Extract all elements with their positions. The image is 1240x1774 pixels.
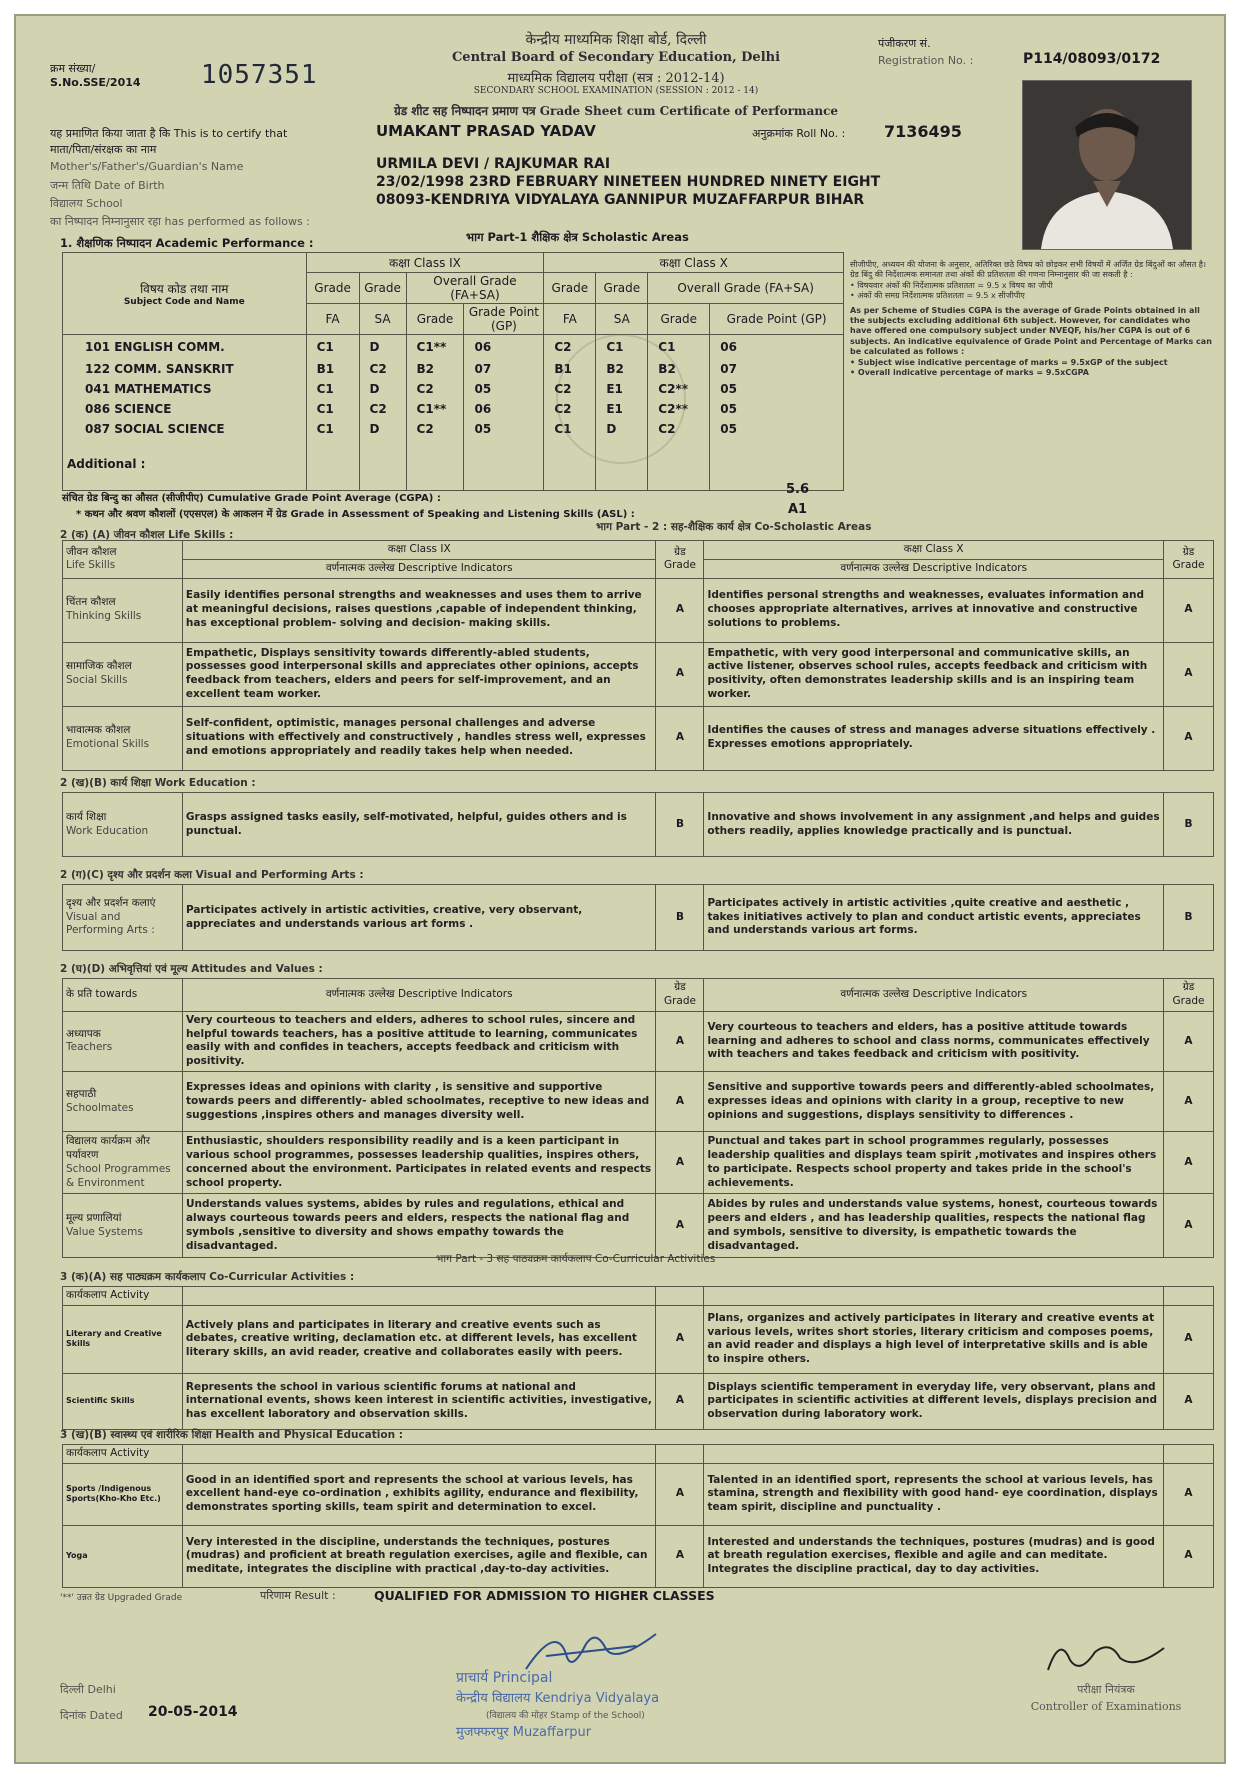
class10-cell: C2 (544, 379, 596, 399)
parent-label-en: Mother's/Father's/Guardian's Name (50, 160, 244, 173)
class10-grade: A (1164, 1194, 1214, 1258)
cca-activity-header (63, 1287, 183, 1306)
att-grade9-header (656, 979, 704, 1012)
certificate-title: ग्रेड शीट सह निष्पादन प्रमाण पत्र Grade Sheet cum Certificate of Performance (393, 104, 839, 118)
att-desc10-header: वर्णनात्मक उल्लेख Descriptive Indicators (704, 979, 1164, 1012)
life-skills-table (62, 540, 1214, 771)
cgpa-note-hi-bullet2: • अंकों की समग्र निर्देशात्मक प्रतिशतता = 9.5 x सीजीपीए (850, 291, 1025, 301)
subject-row (63, 359, 844, 379)
class10-descriptor: Empathetic, with very good interpersonal and communicative skills, an active listener, observes school rules, accepts feedback and criticism with positivity, often demonstrates leadership skills and is an inspiring team worker. (704, 642, 1164, 706)
date-of-birth: 23/02/1998 23RD FEBRUARY NINETEEN HUNDRED NINETY EIGHT (376, 174, 881, 190)
class9-cell: C1** (406, 399, 464, 419)
class10-grade: B (1164, 793, 1214, 857)
health-activity-hi: कार्यकलाप (66, 1447, 107, 1459)
academic-rows (63, 335, 844, 439)
registration-label-hi: पंजीकरण सं. (878, 37, 931, 50)
c10-sa-head: SA (596, 304, 648, 335)
class9-cell: C2 (406, 419, 464, 439)
row-label-hi: दृश्य और प्रदर्शन कलाएं (66, 896, 156, 909)
part1-title: भाग Part-1 शैक्षिक क्षेत्र Scholastic Areas (466, 230, 689, 244)
row-label-hi: सहपाठी (66, 1087, 97, 1100)
row-label-en: Visual and Performing Arts : (66, 910, 155, 937)
class9-descriptor: Understands values systems, abides by rules and regulations, ethical and always courteous towards peers and elders, respects the national flag and symbols ,sensitive to diversity and shows empathy towards the disadvantaged. (182, 1194, 656, 1258)
place-label (60, 1682, 116, 1697)
parent-name: URMILA DEVI / RAJKUMAR RAI (376, 156, 611, 172)
class9-descriptor: Grasps assigned tasks easily, self-motivated, helpful, guides others and is punctual. (182, 793, 656, 857)
row-label-hi: चिंतन कौशल (66, 596, 116, 609)
row-label (63, 885, 183, 951)
class9-grade: A (656, 642, 704, 706)
class9-grade: B (656, 793, 704, 857)
controller-label-hi: परीक्षा नियंत्रक (1077, 1683, 1135, 1696)
subject-row (63, 335, 844, 359)
result-label: परिणाम Result : (260, 1589, 336, 1602)
health-activity-en: Activity (110, 1447, 150, 1459)
cgpa-note-en-bullet1: • Subject wise indicative percentage of marks = 9.5xGP of the subject (850, 357, 1168, 367)
class9-grade: A (656, 1194, 704, 1258)
class10-grade: A (1164, 1305, 1214, 1373)
class9-cell: C1** (406, 335, 464, 359)
class10-descriptor: Plans, organizes and actively participates in literary and creative events at various levels, writes short stories, literary criticism and composes poems, an avid reader and displays a high level of interpretative skills and is able to inspire others. (704, 1305, 1164, 1373)
serial-label-hi: क्रम संख्या/ (50, 62, 96, 75)
life-skills-rows (63, 578, 1214, 770)
c9-grade-head: Grade (406, 304, 464, 335)
result-value: QUALIFIED FOR ADMISSION TO HIGHER CLASSES (374, 1588, 715, 1603)
subject-col-hi: विषय कोड तथा नाम (140, 282, 229, 296)
class10-cell: 05 (710, 419, 844, 439)
subject-name: 087 SOCIAL SCIENCE (63, 419, 307, 439)
class10-cell: E1 (596, 379, 648, 399)
class9-grade: A (656, 1373, 704, 1429)
att-desc9-header: वर्णनात्मक उल्लेख Descriptive Indicators (182, 979, 656, 1012)
student-photo (1022, 80, 1192, 250)
cca-activity-hi: कार्यकलाप (66, 1289, 107, 1301)
date-value: 20-05-2014 (148, 1704, 238, 1720)
work-education-rows (63, 793, 1214, 857)
board-name-english: Central Board of Secondary Education, Delhi (451, 50, 781, 65)
attitudes-title: 2 (घ)(D) अभिवृत्तियां एवं मूल्य Attitudes and Values : (60, 963, 323, 975)
class10-descriptor: Interested and understands the techniques, postures (mudras) and is good at breath regulation exercises, flexible and agile and can meditate. Integrates the discipline practical, day to day activities. (704, 1525, 1164, 1587)
row-label-hi: भावात्मक कौशल (66, 724, 131, 737)
class9-cell: C2 (359, 399, 406, 419)
certify-label: यह प्रमाणित किया जाता है कि This is to certify that (50, 127, 288, 140)
class10-cell: B2 (596, 359, 648, 379)
class10-descriptor: Very courteous to teachers and elders, has a positive attitude towards learning and adheres to school and class norms, communicates effectively with teachers and takes feedback and criticism with positivity. (704, 1011, 1164, 1071)
cgpa-note-en-bullet2: • Overall indicative percentage of marks = 9.5xCGPA (850, 367, 1089, 377)
class10-cell: C1 (596, 335, 648, 359)
row-label (63, 793, 183, 857)
c9-fa-head: FA (306, 304, 359, 335)
class10-cell: C2** (648, 379, 710, 399)
class9-cell: C1 (306, 419, 359, 439)
class10-grade: A (1164, 1072, 1214, 1132)
att-grade10-en: Grade (1172, 994, 1205, 1007)
ls-grade9-en: Grade (663, 559, 696, 572)
cca-activity-en: Activity (110, 1289, 150, 1301)
cgpa-note-hi-bullet1: • विषयवार अंकों की निर्देशात्मक प्रतिशतता = 9.5 x विषय का जीपी (850, 280, 1053, 290)
registration-label-en: Registration No. : (878, 54, 974, 67)
descriptor-row (63, 1373, 1214, 1429)
row-label-text: Sports /Indigenous Sports(Kho-Kho Etc.) (66, 1483, 161, 1504)
academic-section-title: 1. शैक्षणिक निष्पादन Academic Performance : (60, 236, 314, 250)
class9-cell: C2 (406, 379, 464, 399)
descriptor-row (63, 642, 1214, 706)
work-education-title: 2 (ख)(B) कार्य शिक्षा Work Education : (60, 777, 256, 789)
class10-cell: 05 (710, 399, 844, 419)
class10-cell: B2 (648, 359, 710, 379)
row-label (63, 1194, 183, 1258)
class9-grade: A (656, 1525, 704, 1587)
class9-descriptor: Self-confident, optimistic, manages personal challenges and adverse situations with effectively and constructively , handles stress well, expresses and emotions appropriately and readily takes help when needed. (182, 706, 656, 770)
part2-title: भाग Part - 2 : सह-शैक्षिक कार्य क्षेत्र Co-Scholastic Areas (596, 521, 872, 533)
row-label (63, 1132, 183, 1194)
attitudes-table (62, 978, 1214, 1258)
stamp-en: Kendriya Vidyalaya (534, 1691, 660, 1706)
class9-grade: A (656, 578, 704, 642)
class9-grade: A (656, 1011, 704, 1071)
work-education-table (62, 792, 1214, 857)
class10-grade: A (1164, 1463, 1214, 1525)
class10-descriptor: Innovative and shows involvement in any assignment ,and helps and guides others readily, applies knowledge practically and is punctual. (704, 793, 1164, 857)
class9-descriptor: Actively plans and participates in literary and creative events such as debates, creative writing, declamation etc. at different levels, has excellent literary skills, an avid reader, creative and collaborates easily with peers. (182, 1305, 656, 1373)
row-label (63, 1011, 183, 1071)
serial-label-en: S.No.SSE/2014 (50, 76, 141, 89)
class9-cell: 06 (464, 399, 544, 419)
class10-grade: A (1163, 642, 1213, 706)
class10-descriptor: Displays scientific temperament in everyday life, very observant, plans and participates in scientific activities at different levels, displays precision and observation during laboratory work. (704, 1373, 1164, 1429)
class9-descriptor: Represents the school in various scientific forums at national and international events, shows keen interest in scientific activities, investigative, has excellent laboratory and observation skills. (182, 1373, 656, 1429)
class10-cell: E1 (596, 399, 648, 419)
subject-column-header (63, 253, 307, 335)
exam-name-english: SECONDARY SCHOOL EXAMINATION (SESSION : 2012 - 14) (473, 86, 759, 96)
class9-grade: A (656, 706, 704, 770)
controller-signature-icon (1040, 1630, 1170, 1680)
cca-title: 3 (क)(A) सह पाठ्यक्रम कार्यकलाप Co-Curricular Activities : (60, 1271, 355, 1283)
school-stamp (456, 1688, 659, 1706)
class9-cell: D (359, 335, 406, 359)
row-label (63, 1305, 183, 1373)
row-label-hi: अध्यापक (66, 1027, 101, 1040)
subject-name: 122 COMM. SANSKRIT (63, 359, 307, 379)
class10-descriptor: Identifies the causes of stress and manages adverse situations effectively . Expresses emotions appropriately. (704, 706, 1164, 770)
att-grade9-hi: ग्रेड (674, 981, 686, 993)
registration-number: P114/08093/0172 (1023, 51, 1161, 67)
class10-header: कक्षा Class X (544, 253, 844, 273)
upgraded-grade-note: '**' उन्नत ग्रेड Upgraded Grade (60, 1593, 183, 1603)
class10-grade: A (1164, 1011, 1214, 1071)
board-name-hindi: केन्द्रीय माध्यमिक शिक्षा बोर्ड, दिल्ली (525, 32, 707, 48)
health-title: 3 (ख)(B) स्वास्थ्य एवं शारीरिक शिक्षा Health and Physical Education : (60, 1429, 403, 1441)
descriptor-row (63, 1132, 1214, 1194)
class9-cell: 05 (464, 379, 544, 399)
subject-row (63, 419, 844, 439)
roll-label: अनुक्रमांक Roll No. : (752, 127, 846, 140)
subject-name: 041 MATHEMATICS (63, 379, 307, 399)
academic-table (62, 252, 844, 491)
class9-cell: C1 (306, 379, 359, 399)
dated-label: दिनांक Dated (60, 1709, 123, 1722)
c10-grade-head: Grade (648, 304, 710, 335)
c10-overall-head: Overall Grade (FA+SA) (648, 273, 844, 304)
class9-grade: A (656, 1463, 704, 1525)
row-label-text: Scientific Skills (66, 1396, 135, 1406)
att-grade9-en: Grade (663, 994, 696, 1007)
descriptor-row (63, 706, 1214, 770)
board-seal-watermark (556, 334, 686, 464)
ls-desc9-header: वर्णनात्मक उल्लेख Descriptive Indicators (182, 559, 656, 578)
health-rows (63, 1463, 1214, 1587)
ls-class9-header: कक्षा Class IX (182, 541, 656, 560)
class9-descriptor: Expresses ideas and opinions with clarity , is sensitive and supportive towards peers and differently- abled schoolmates, receptive to new ideas and suggestions ,inspires others and manages diversity well. (182, 1072, 656, 1132)
class9-descriptor: Easily identifies personal strengths and weaknesses and uses them to arrive at meaningful decisions, raises questions ,capable of independent thinking, has exceptional problem- solving and decision- making skills. (182, 578, 656, 642)
life-skills-col-hi: जीवन कौशल (66, 545, 117, 558)
class9-cell: C1 (306, 399, 359, 419)
subject-row (63, 399, 844, 419)
life-skills-title: 2 (क) (A) जीवन कौशल Life Skills : (60, 529, 234, 541)
att-grade10-hi: ग्रेड (1182, 981, 1195, 993)
serial-label (50, 62, 141, 90)
class10-cell: 07 (710, 359, 844, 379)
c10-gp-head: Grade Point (GP) (710, 304, 844, 335)
row-label (63, 1373, 183, 1429)
class10-descriptor: Punctual and takes part in school programmes regularly, possesses leadership qualities and displays team spirit ,motivates and inspires others to participate. Respects school property and takes pride in the school's achievements. (704, 1132, 1164, 1194)
controller-label-en: Controller of Examinations (1030, 1700, 1182, 1713)
row-label-hi: सामाजिक कौशल (66, 660, 132, 673)
class9-cell: 07 (464, 359, 544, 379)
exam-name-hindi: माध्यमिक विद्यालय परीक्षा (सत्र : 2012-14) (507, 71, 725, 86)
class9-grade: A (656, 1072, 704, 1132)
class9-cell: 06 (464, 335, 544, 359)
row-label (63, 1072, 183, 1132)
class9-header: कक्षा Class IX (306, 253, 544, 273)
class10-grade: A (1163, 706, 1213, 770)
descriptor-row (63, 793, 1214, 857)
life-skills-col-en: Life Skills (66, 559, 116, 572)
health-table (62, 1444, 1214, 1588)
cgpa-value: 5.6 (786, 482, 810, 497)
cgpa-note-en: As per Scheme of Studies CGPA is the average of Grade Points obtained in all the subjects excluding additional 6th subject. However, for candidates who have offered one compulsory subject under NVEQF, his/her CGPA is out of 6 subjects. An indicative equivalence of Grade Point and Percentage of Marks can be calculated as follows : (850, 305, 1212, 357)
row-label-en: Social Skills (66, 674, 128, 687)
class10-grade: B (1164, 885, 1214, 951)
row-label-en: Value Systems (66, 1225, 143, 1238)
parent-label-hi: माता/पिता/संरक्षक का नाम (50, 143, 157, 156)
descriptor-row (63, 1011, 1214, 1071)
row-label (63, 642, 183, 706)
serial-number: 1057351 (201, 60, 318, 90)
stamp-note: (विद्यालय की मोहर Stamp of the School) (486, 1711, 645, 1721)
health-activity-header (63, 1445, 183, 1464)
class10-cell: B1 (544, 359, 596, 379)
cgpa-label: संचित ग्रेड बिन्दु का औसत (सीजीपीए) Cumulative Grade Point Average (CGPA) : (62, 493, 441, 504)
arts-title: 2 (ग)(C) दृश्य और प्रदर्शन कला Visual and Performing Arts : (60, 869, 364, 881)
class10-cell: C1 (648, 335, 710, 359)
cgpa-note-hi: सीजीपीए, अध्ययन की योजना के अनुसार, अतिरिक्त छठे विषय को छोड़कर सभी विषयों में अर्जित ग्रेड बिंदुओं का औसत है। ग्रेड बिंदु की निर्देशात्मक समानता तथा अंकों की प्रतिशतता की गणना निम्नानुसार की जा सकती है : (850, 260, 1207, 280)
class10-cell: C2 (544, 335, 596, 359)
asl-value: A1 (788, 502, 808, 517)
c9-overall-head: Overall Grade (FA+SA) (406, 273, 544, 304)
row-label-en: Emotional Skills (66, 738, 150, 751)
descriptor-row (63, 1525, 1214, 1587)
principal-label-hi: प्राचार्य (456, 1670, 489, 1686)
class9-cell: C2 (359, 359, 406, 379)
principal-label (456, 1668, 552, 1687)
row-label-en: Work Education (66, 824, 149, 837)
class9-descriptor: Participates actively in artistic activities, creative, very observant, appreciates and understands various art forms . (182, 885, 656, 951)
class9-grade: B (656, 885, 704, 951)
class9-cell: B1 (306, 359, 359, 379)
row-label-hi: कार्य शिक्षा (66, 810, 107, 823)
subject-col-en: Subject Code and Name (123, 297, 245, 307)
stamp-hi: केन्द्रीय विद्यालय (456, 1691, 531, 1706)
subject-name: 101 ENGLISH COMM. (63, 335, 307, 359)
towards-col-header: के प्रति towards (63, 979, 183, 1012)
school-name: 08093-KENDRIYA VIDYALAYA GANNIPUR MUZAFFARPUR BIHAR (376, 192, 865, 208)
descriptor-row (63, 1194, 1214, 1258)
class10-cell: C1 (544, 419, 596, 439)
performed-label: का निष्पादन निम्नानुसार रहा has performed as follows : (50, 215, 310, 228)
class9-descriptor: Very courteous to teachers and elders, adheres to school rules, sincere and helpful towards teachers, has a positive attitude to learning, communicates easily with and confides in teachers, accepts feedback and criticism with positivity. (182, 1011, 656, 1071)
portrait-icon (1023, 81, 1191, 249)
class10-cell: D (596, 419, 648, 439)
part3-title: भाग Part - 3 सह पाठ्यक्रम कार्यकलाप Co-Curricular Activities (436, 1253, 716, 1265)
roll-number: 7136495 (884, 122, 962, 141)
c10-grade-fa-head: Grade (544, 273, 596, 304)
class9-grade: A (656, 1132, 704, 1194)
ls-grade10-hi: ग्रेड (1182, 545, 1195, 558)
class10-descriptor: Talented in an identified sport, represents the school at various levels, has stamina, strength and flexibility with good hand- eye coordination, displays team spirit, discipline and punctuality . (704, 1463, 1164, 1525)
class10-descriptor: Sensitive and supportive towards peers and differently-abled schoolmates, expresses ideas and opinions with clarity in a group, receptive to new opinions and suggestions, displays sensitivity to differences . (704, 1072, 1164, 1132)
student-name: UMAKANT PRASAD YADAV (376, 122, 596, 140)
ls-class10-header: कक्षा Class X (704, 541, 1164, 560)
class10-cell: C2 (544, 399, 596, 419)
class10-cell: 05 (710, 379, 844, 399)
cca-rows (63, 1305, 1214, 1429)
descriptor-row (63, 885, 1214, 951)
row-label-en: Teachers (66, 1041, 113, 1054)
descriptor-row (63, 1305, 1214, 1373)
row-label-hi: मूल्य प्रणालियां (66, 1211, 122, 1224)
class10-grade: A (1164, 1373, 1214, 1429)
life-skills-col-header (63, 541, 183, 579)
descriptor-row (63, 1463, 1214, 1525)
ls-desc10-header: वर्णनात्मक उल्लेख Descriptive Indicators (704, 559, 1164, 578)
subject-name: 086 SCIENCE (63, 399, 307, 419)
c9-grade-fa-head: Grade (306, 273, 359, 304)
c10-fa-head: FA (544, 304, 596, 335)
class10-cell: 06 (710, 335, 844, 359)
arts-rows (63, 885, 1214, 951)
ls-grade10-en: Grade (1172, 559, 1205, 572)
class9-descriptor: Enthusiastic, shoulders responsibility readily and is a keen participant in various school programmes, possesses leadership qualities, inspires others, concerned about the environment. Participates in related events and respects school property. (182, 1132, 656, 1194)
descriptor-row (63, 578, 1214, 642)
subject-row (63, 379, 844, 399)
class9-cell: B2 (406, 359, 464, 379)
place-en: Delhi (87, 1683, 116, 1696)
class10-grade: A (1163, 578, 1213, 642)
principal-label-en: Principal (492, 1670, 553, 1686)
cca-table (62, 1286, 1214, 1430)
ls-grade9-header (656, 541, 704, 579)
ls-grade10-header (1163, 541, 1213, 579)
certificate-sheet (14, 14, 1226, 1764)
class10-grade: A (1164, 1525, 1214, 1587)
row-label (63, 706, 183, 770)
class9-cell: C1 (306, 335, 359, 359)
c9-gp-head: Grade Point (GP) (464, 304, 544, 335)
class9-cell: D (359, 419, 406, 439)
c9-grade-sa-head: Grade (359, 273, 406, 304)
row-label-en: School Programmes & Environment (66, 1162, 171, 1189)
row-label-en: Thinking Skills (66, 610, 142, 623)
dob-label: जन्म तिथि Date of Birth (50, 179, 165, 192)
row-label-text: Yoga (66, 1551, 88, 1561)
row-label (63, 1463, 183, 1525)
row-label-text: Literary and Creative Skills (66, 1328, 162, 1349)
class10-descriptor: Abides by rules and understands value systems, honest, courteous towards peers and elders , and has leadership qualities, respects the national flag and symbols, sensitive to diversity, is empathetic towards the disadvantaged. (704, 1194, 1164, 1258)
class9-descriptor: Very interested in the discipline, understands the techniques, postures (mudras) and proficient at breath regulation exercises, agile and flexible, can meditate, integrates the discipline with practical ,day-to-day activities. (182, 1525, 656, 1587)
row-label (63, 1525, 183, 1587)
additional-label: Additional : (63, 439, 307, 491)
place-hi: दिल्ली (60, 1683, 84, 1696)
row-label (63, 578, 183, 642)
row-label-en: Schoolmates (66, 1101, 134, 1114)
descriptor-row (63, 1072, 1214, 1132)
class10-cell: C2** (648, 399, 710, 419)
class10-cell: C2 (648, 419, 710, 439)
class9-grade: A (656, 1305, 704, 1373)
class10-descriptor: Identifies personal strengths and weaknesses, evaluates information and chooses appropriate alternatives, arrives at innovative and constructive solutions to problems. (704, 578, 1164, 642)
row-label-hi: विद्यालय कार्यक्रम और पर्यावरण (66, 1134, 151, 1161)
school-label: विद्यालय School (50, 197, 123, 210)
c9-sa-head: SA (359, 304, 406, 335)
asl-label: * कथन और श्रवण कौशलों (एएसएल) के आकलन में ग्रेड Grade in Assessment of Speaking and Listening Skills (ASL) : (76, 509, 635, 520)
class9-descriptor: Empathetic, Displays sensitivity towards differently-abled students, possesses good interpersonal skills and appreciates other opinions, accepts feedback from teachers, elders and peers for self-improvement, and an excellent team worker. (182, 642, 656, 706)
stamp-city: मुजफ्फरपुर Muzaffarpur (456, 1725, 592, 1740)
c10-grade-sa-head: Grade (596, 273, 648, 304)
arts-table (62, 884, 1214, 951)
ls-grade9-hi: ग्रेड (674, 545, 686, 558)
class9-cell: D (359, 379, 406, 399)
attitudes-rows (63, 1011, 1214, 1257)
cgpa-note (850, 260, 1212, 378)
class10-grade: A (1164, 1132, 1214, 1194)
class9-cell: 05 (464, 419, 544, 439)
att-grade10-header (1164, 979, 1214, 1012)
class10-descriptor: Participates actively in artistic activities ,quite creative and aesthetic , takes initiatives actively to plan and conduct artistic events, appreciates and understands various art forms. (704, 885, 1164, 951)
class9-descriptor: Good in an identified sport and represents the school at various levels, has excellent hand-eye co-ordination , exhibits agility, endurance and flexibility, demonstrates sporting skills, team spirit and determination to excel. (182, 1463, 656, 1525)
